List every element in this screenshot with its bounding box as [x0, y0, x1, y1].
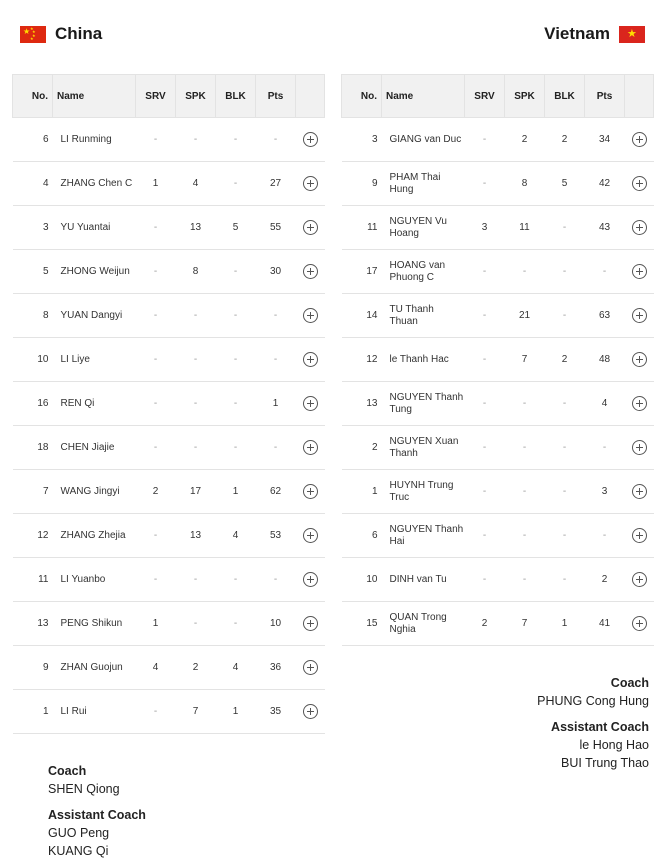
player-pts: 4 — [585, 382, 625, 426]
player-spk: - — [176, 558, 216, 602]
table-row — [13, 294, 325, 338]
player-name: DINH van Tu — [382, 558, 465, 602]
table-row — [13, 514, 325, 558]
player-name: PENG Shikun — [53, 602, 136, 646]
player-srv: - — [136, 514, 176, 558]
player-spk: 13 — [176, 514, 216, 558]
player-pts: 27 — [256, 162, 296, 206]
player-pts: 53 — [256, 514, 296, 558]
player-blk: - — [216, 338, 256, 382]
expand-player-plus-icon[interactable] — [303, 352, 318, 367]
assistant-coach-name: le Hong Hao — [579, 738, 649, 752]
player-number: 5 — [13, 250, 53, 294]
player-spk: - — [176, 602, 216, 646]
player-srv: - — [136, 294, 176, 338]
player-blk: 2 — [545, 118, 585, 162]
player-blk: 1 — [216, 470, 256, 514]
assistant-coach-label: Assistant Coach — [48, 808, 146, 822]
player-name: WANG Jingyi — [53, 470, 136, 514]
player-spk: 7 — [505, 338, 545, 382]
china-roster-body — [13, 118, 325, 734]
player-blk: - — [545, 470, 585, 514]
expand-cell — [296, 426, 325, 470]
player-pts: 34 — [585, 118, 625, 162]
col-header-expand — [625, 75, 654, 118]
vietnam-roster-table — [341, 74, 654, 646]
table-row — [342, 206, 654, 250]
china-roster-table — [12, 74, 325, 734]
expand-player-plus-icon[interactable] — [303, 484, 318, 499]
table-row — [342, 426, 654, 470]
player-name: REN Qi — [53, 382, 136, 426]
player-srv: - — [136, 250, 176, 294]
expand-player-plus-icon[interactable] — [632, 132, 647, 147]
expand-player-plus-icon[interactable] — [303, 704, 318, 719]
player-spk: 13 — [176, 206, 216, 250]
expand-cell — [625, 118, 654, 162]
player-pts: - — [585, 426, 625, 470]
player-name: HUYNH Trung Truc — [382, 470, 465, 514]
china-flag-icon: ★ ★ ★ ★ ★ — [20, 26, 46, 43]
vietnam-flag-icon: ★ — [619, 26, 645, 43]
table-header-row — [13, 75, 325, 118]
expand-player-plus-icon[interactable] — [303, 528, 318, 543]
player-spk: 4 — [176, 162, 216, 206]
player-pts: - — [585, 250, 625, 294]
player-name: CHEN Jiajie — [53, 426, 136, 470]
expand-player-plus-icon[interactable] — [303, 396, 318, 411]
player-srv: - — [465, 558, 505, 602]
player-srv: 4 — [136, 646, 176, 690]
player-spk: - — [176, 426, 216, 470]
player-pts: 42 — [585, 162, 625, 206]
table-row — [342, 338, 654, 382]
coach-name: PHUNG Cong Hung — [537, 694, 649, 708]
table-row — [13, 118, 325, 162]
table-row — [342, 250, 654, 294]
player-name: QUAN Trong Nghia — [382, 602, 465, 646]
player-number: 1 — [342, 470, 382, 514]
player-srv: 2 — [465, 602, 505, 646]
table-row — [13, 558, 325, 602]
col-header-blk: BLK — [545, 75, 585, 118]
player-number: 11 — [13, 558, 53, 602]
col-header-no: No. — [342, 75, 382, 118]
expand-player-plus-icon[interactable] — [632, 308, 647, 323]
expand-player-plus-icon[interactable] — [303, 176, 318, 191]
expand-player-plus-icon[interactable] — [632, 440, 647, 455]
player-pts: - — [256, 118, 296, 162]
expand-cell — [296, 250, 325, 294]
table-row — [13, 250, 325, 294]
player-blk: 4 — [216, 646, 256, 690]
expand-cell — [296, 338, 325, 382]
player-blk: - — [216, 294, 256, 338]
expand-player-plus-icon[interactable] — [303, 264, 318, 279]
table-row — [342, 470, 654, 514]
player-spk: 8 — [176, 250, 216, 294]
table-row — [342, 514, 654, 558]
player-srv: 1 — [136, 162, 176, 206]
expand-cell — [625, 206, 654, 250]
expand-player-plus-icon[interactable] — [303, 220, 318, 235]
expand-cell — [296, 206, 325, 250]
player-pts: 1 — [256, 382, 296, 426]
player-number: 10 — [13, 338, 53, 382]
assistant-coach-label: Assistant Coach — [551, 720, 649, 734]
table-row — [342, 602, 654, 646]
player-number: 15 — [342, 602, 382, 646]
player-number: 6 — [13, 118, 53, 162]
col-header-no: No. — [13, 75, 53, 118]
vietnam-roster-body — [342, 118, 654, 646]
player-blk: - — [216, 602, 256, 646]
expand-player-plus-icon[interactable] — [632, 572, 647, 587]
player-number: 3 — [13, 206, 53, 250]
player-spk: 7 — [176, 690, 216, 734]
player-name: le Thanh Hac — [382, 338, 465, 382]
player-blk: - — [216, 382, 256, 426]
coach-label: Coach — [610, 676, 649, 690]
table-row — [13, 602, 325, 646]
col-header-srv: SRV — [465, 75, 505, 118]
player-pts: 55 — [256, 206, 296, 250]
expand-cell — [296, 602, 325, 646]
player-srv: - — [136, 426, 176, 470]
player-spk: 21 — [505, 294, 545, 338]
player-number: 1 — [13, 690, 53, 734]
player-srv: - — [136, 382, 176, 426]
assistant-coach-name: BUI Trung Thao — [560, 756, 649, 770]
player-pts: 30 — [256, 250, 296, 294]
player-spk: - — [176, 382, 216, 426]
player-pts: 2 — [585, 558, 625, 602]
player-spk: 7 — [505, 602, 545, 646]
table-row — [13, 206, 325, 250]
table-row — [13, 690, 325, 734]
player-blk: - — [545, 206, 585, 250]
player-name: PHAM Thai Hung — [382, 162, 465, 206]
expand-player-plus-icon[interactable] — [303, 132, 318, 147]
table-row — [342, 294, 654, 338]
player-number: 10 — [342, 558, 382, 602]
expand-player-plus-icon[interactable] — [303, 616, 318, 631]
player-pts: - — [256, 338, 296, 382]
col-header-srv: SRV — [136, 75, 176, 118]
expand-player-plus-icon[interactable] — [632, 176, 647, 191]
player-srv: - — [465, 514, 505, 558]
player-spk: 2 — [505, 118, 545, 162]
player-number: 2 — [342, 426, 382, 470]
expand-cell — [625, 558, 654, 602]
player-blk: - — [545, 514, 585, 558]
player-pts: - — [256, 426, 296, 470]
vietnam-coaching-staff — [537, 674, 649, 772]
expand-player-plus-icon[interactable] — [632, 396, 647, 411]
player-name: YUAN Dangyi — [53, 294, 136, 338]
expand-player-plus-icon[interactable] — [632, 484, 647, 499]
player-spk: 8 — [505, 162, 545, 206]
assistant-coach-name: GUO Peng — [48, 826, 110, 840]
table-header-row — [342, 75, 654, 118]
player-number: 7 — [13, 470, 53, 514]
expand-cell — [296, 118, 325, 162]
expand-player-plus-icon[interactable] — [632, 528, 647, 543]
player-blk: 1 — [216, 690, 256, 734]
expand-cell — [625, 602, 654, 646]
china-coaching-staff — [48, 762, 146, 860]
col-header-blk: BLK — [216, 75, 256, 118]
table-row — [13, 426, 325, 470]
player-blk: - — [216, 162, 256, 206]
player-name: ZHAN Guojun — [53, 646, 136, 690]
player-blk: - — [545, 382, 585, 426]
player-number: 4 — [13, 162, 53, 206]
player-spk: 17 — [176, 470, 216, 514]
player-number: 8 — [13, 294, 53, 338]
table-row — [13, 162, 325, 206]
coach-label: Coach — [48, 764, 87, 778]
player-srv: - — [465, 470, 505, 514]
table-row — [13, 646, 325, 690]
expand-player-plus-icon[interactable] — [303, 660, 318, 675]
player-pts: - — [256, 294, 296, 338]
player-name: LI Yuanbo — [53, 558, 136, 602]
player-pts: 35 — [256, 690, 296, 734]
expand-cell — [296, 470, 325, 514]
table-row — [13, 338, 325, 382]
player-name: TU Thanh Thuan — [382, 294, 465, 338]
table-row — [13, 382, 325, 426]
player-blk: 1 — [545, 602, 585, 646]
player-pts: - — [585, 514, 625, 558]
expand-cell — [625, 514, 654, 558]
table-row — [342, 162, 654, 206]
player-blk: 5 — [216, 206, 256, 250]
expand-cell — [296, 646, 325, 690]
expand-cell — [296, 162, 325, 206]
player-srv: 3 — [465, 206, 505, 250]
table-row — [13, 470, 325, 514]
player-spk: - — [505, 250, 545, 294]
expand-cell — [625, 426, 654, 470]
player-number: 12 — [13, 514, 53, 558]
china-team-name: China — [55, 24, 103, 43]
player-blk: 2 — [545, 338, 585, 382]
player-blk: - — [545, 558, 585, 602]
player-number: 13 — [13, 602, 53, 646]
player-spk: - — [505, 426, 545, 470]
player-number: 12 — [342, 338, 382, 382]
expand-cell — [625, 382, 654, 426]
table-row — [342, 118, 654, 162]
player-name: ZHANG Chen C — [53, 162, 136, 206]
player-blk: 5 — [545, 162, 585, 206]
player-pts: 43 — [585, 206, 625, 250]
vietnam-team-header — [544, 22, 645, 46]
player-srv: - — [136, 338, 176, 382]
table-row — [342, 558, 654, 602]
player-spk: - — [505, 382, 545, 426]
expand-player-plus-icon[interactable] — [632, 352, 647, 367]
expand-player-plus-icon[interactable] — [303, 440, 318, 455]
player-number: 3 — [342, 118, 382, 162]
player-number: 6 — [342, 514, 382, 558]
player-name: LI Liye — [53, 338, 136, 382]
assistant-coach-name: KUANG Qi — [48, 844, 109, 858]
expand-cell — [296, 514, 325, 558]
expand-cell — [625, 338, 654, 382]
player-name: LI Rui — [53, 690, 136, 734]
expand-cell — [296, 690, 325, 734]
player-srv: - — [136, 690, 176, 734]
col-header-pts: Pts — [256, 75, 296, 118]
col-header-expand — [296, 75, 325, 118]
expand-player-plus-icon[interactable] — [632, 220, 647, 235]
player-spk: - — [176, 294, 216, 338]
expand-cell — [625, 250, 654, 294]
player-number: 11 — [342, 206, 382, 250]
player-number: 17 — [342, 250, 382, 294]
player-srv: - — [465, 338, 505, 382]
player-pts: - — [256, 558, 296, 602]
player-blk: - — [216, 558, 256, 602]
player-srv: - — [465, 118, 505, 162]
player-blk: - — [216, 250, 256, 294]
player-blk: - — [545, 294, 585, 338]
col-header-name: Name — [382, 75, 465, 118]
player-name: YU Yuantai — [53, 206, 136, 250]
player-pts: 10 — [256, 602, 296, 646]
player-srv: 2 — [136, 470, 176, 514]
expand-cell — [296, 294, 325, 338]
player-pts: 41 — [585, 602, 625, 646]
player-name: HOANG van Phuong C — [382, 250, 465, 294]
player-pts: 3 — [585, 470, 625, 514]
player-spk: 2 — [176, 646, 216, 690]
coach-name: SHEN Qiong — [48, 782, 120, 796]
player-blk: - — [545, 250, 585, 294]
china-team-header — [20, 22, 102, 46]
player-blk: - — [216, 118, 256, 162]
player-name: LI Runming — [53, 118, 136, 162]
col-header-spk: SPK — [505, 75, 545, 118]
player-srv: - — [136, 206, 176, 250]
player-spk: - — [505, 514, 545, 558]
player-srv: - — [465, 250, 505, 294]
player-pts: 48 — [585, 338, 625, 382]
player-number: 14 — [342, 294, 382, 338]
player-blk: 4 — [216, 514, 256, 558]
expand-cell — [296, 382, 325, 426]
expand-player-plus-icon[interactable] — [632, 264, 647, 279]
player-number: 9 — [342, 162, 382, 206]
player-name: NGUYEN Vu Hoang — [382, 206, 465, 250]
player-spk: - — [505, 558, 545, 602]
player-srv: - — [465, 382, 505, 426]
player-srv: - — [465, 294, 505, 338]
expand-player-plus-icon[interactable] — [303, 308, 318, 323]
player-srv: - — [136, 558, 176, 602]
player-number: 16 — [13, 382, 53, 426]
table-row — [342, 382, 654, 426]
player-name: NGUYEN Thanh Hai — [382, 514, 465, 558]
player-srv: - — [465, 426, 505, 470]
player-spk: - — [176, 338, 216, 382]
col-header-name: Name — [53, 75, 136, 118]
player-name: GIANG van Duc — [382, 118, 465, 162]
player-number: 9 — [13, 646, 53, 690]
player-pts: 63 — [585, 294, 625, 338]
player-blk: - — [545, 426, 585, 470]
player-pts: 62 — [256, 470, 296, 514]
player-srv: - — [465, 162, 505, 206]
player-name: ZHONG Weijun — [53, 250, 136, 294]
player-name: NGUYEN Thanh Tung — [382, 382, 465, 426]
player-number: 18 — [13, 426, 53, 470]
expand-cell — [625, 294, 654, 338]
player-srv: 1 — [136, 602, 176, 646]
col-header-pts: Pts — [585, 75, 625, 118]
player-name: ZHANG Zhejia — [53, 514, 136, 558]
expand-player-plus-icon[interactable] — [303, 572, 318, 587]
player-number: 13 — [342, 382, 382, 426]
col-header-spk: SPK — [176, 75, 216, 118]
expand-player-plus-icon[interactable] — [632, 616, 647, 631]
expand-cell — [625, 162, 654, 206]
player-blk: - — [216, 426, 256, 470]
expand-cell — [625, 470, 654, 514]
vietnam-team-name: Vietnam — [544, 24, 610, 43]
player-spk: - — [505, 470, 545, 514]
player-spk: - — [176, 118, 216, 162]
expand-cell — [296, 558, 325, 602]
player-spk: 11 — [505, 206, 545, 250]
player-pts: 36 — [256, 646, 296, 690]
player-name: NGUYEN Xuan Thanh — [382, 426, 465, 470]
player-srv: - — [136, 118, 176, 162]
